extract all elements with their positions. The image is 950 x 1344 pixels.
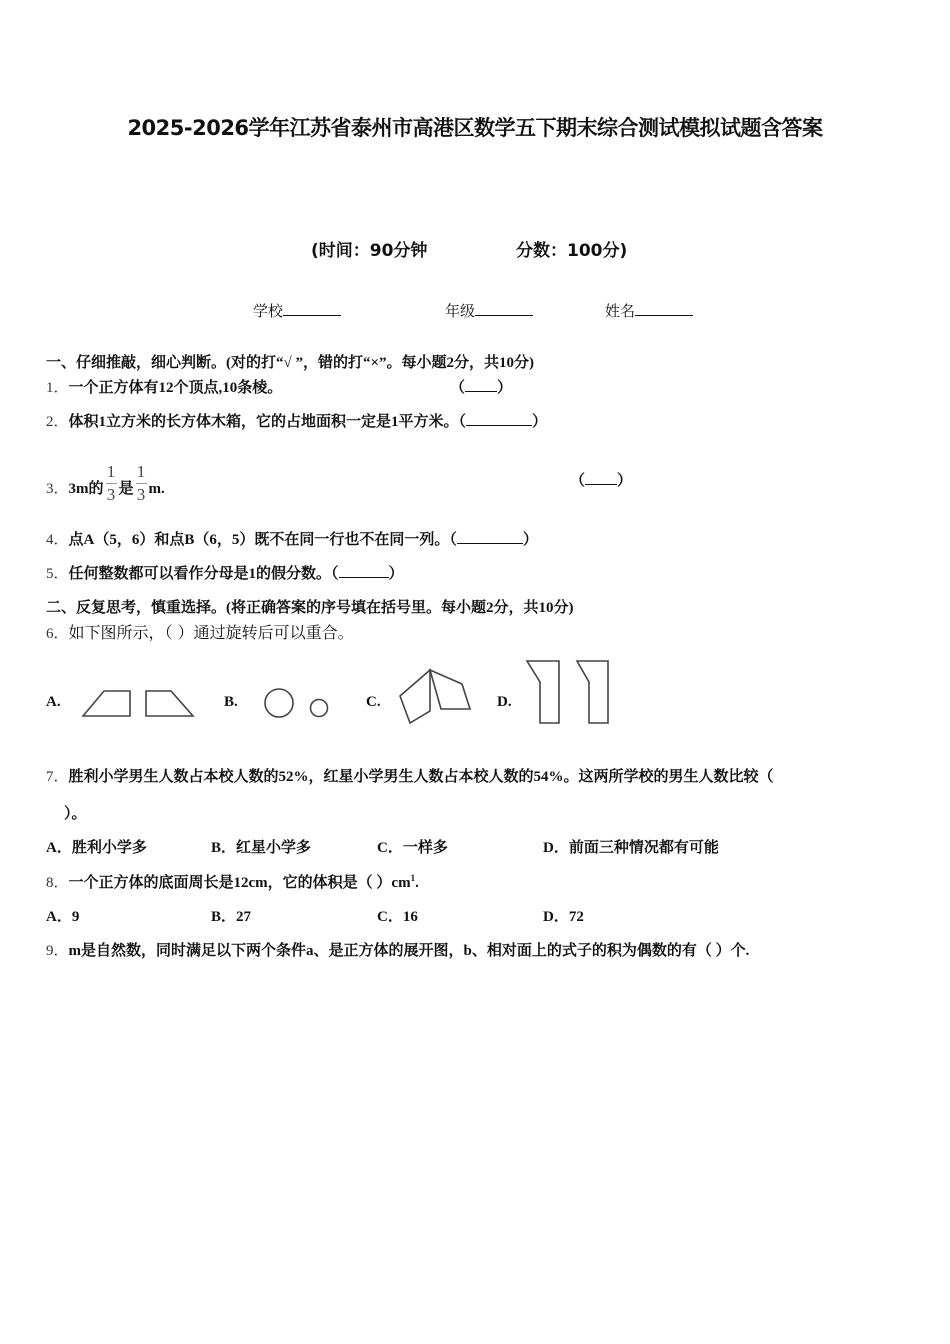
option-label: C． bbox=[377, 840, 403, 856]
option-label: D． bbox=[543, 840, 569, 856]
question-text: m是自然数，同时满足以下两个条件a、是正方体的展开图，b、相对面上的式子的积为偶数的有（ ）个. bbox=[68, 943, 750, 959]
option-label: D． bbox=[543, 909, 569, 925]
numerator: 1 bbox=[106, 462, 116, 481]
paren-close: ） bbox=[388, 566, 404, 582]
paren-close: ） bbox=[532, 414, 548, 430]
question-text-a: 3m的 bbox=[68, 480, 104, 497]
question-number: 9． bbox=[46, 943, 69, 959]
q8-option-d[interactable] bbox=[543, 905, 584, 926]
q6-option-d[interactable]: D. bbox=[497, 694, 512, 710]
option-label: A． bbox=[46, 840, 72, 856]
question-number: 5． bbox=[46, 566, 69, 582]
option-text: 红星小学多 bbox=[236, 840, 312, 856]
option-label: B． bbox=[211, 909, 237, 925]
question-number: 1． bbox=[46, 380, 69, 396]
question-7-continuation: ）。 bbox=[64, 806, 87, 822]
question-number: 7． bbox=[46, 769, 69, 785]
question-text-c: m. bbox=[148, 480, 165, 497]
option-text: 胜利小学多 bbox=[71, 840, 147, 856]
paren-close: ） bbox=[497, 380, 513, 396]
section1-heading: 一、仔细推敲，细心判断。(对的打“√ ”，错的打“×”。每小题2分，共10分) bbox=[46, 355, 535, 371]
question-tail: . bbox=[415, 875, 419, 891]
option-text: 16 bbox=[402, 909, 418, 925]
question-text: 一个正方体的底面周长是12cm，它的体积是（ ）cm bbox=[68, 875, 411, 891]
q7-option-b[interactable] bbox=[211, 836, 311, 857]
superscript: 1 bbox=[410, 873, 416, 883]
question-text: 体积1立方米的长方体木箱，它的占地面积一定是1平方米。（ bbox=[68, 414, 467, 430]
grade-label: 年级 bbox=[445, 302, 476, 320]
option-text: 前面三种情况都有可能 bbox=[568, 840, 719, 856]
trapezoid-figure-a bbox=[83, 691, 193, 716]
option-label: A． bbox=[46, 909, 72, 925]
paren-close: ） bbox=[617, 473, 633, 489]
question-text: 如下图所示，（ ）通过旋转后可以重合。 bbox=[68, 623, 354, 642]
q7-option-a[interactable] bbox=[46, 836, 147, 857]
circle-figure-b bbox=[265, 689, 328, 717]
pillar-figure-d bbox=[527, 661, 608, 723]
question-text-b: 是 bbox=[118, 480, 134, 497]
q8-option-b[interactable] bbox=[211, 905, 251, 926]
name-label: 姓名 bbox=[605, 302, 636, 320]
option-label: C． bbox=[377, 909, 403, 925]
paren-open: （ bbox=[570, 473, 586, 489]
q7-option-d[interactable] bbox=[543, 836, 719, 857]
question-number: 3． bbox=[46, 480, 69, 497]
question-9 bbox=[46, 939, 749, 960]
question-text: 点A（5，6）和点B（6，5）既不在同一行也不在同一列。（ bbox=[68, 532, 457, 548]
q8-option-a[interactable] bbox=[46, 905, 79, 926]
q7-option-c[interactable] bbox=[377, 836, 448, 857]
question-number: 6． bbox=[46, 626, 69, 642]
question-number: 2． bbox=[46, 414, 69, 430]
question-8 bbox=[46, 871, 419, 892]
question-number: 8． bbox=[46, 875, 69, 891]
quadrilateral-figure-c bbox=[400, 670, 470, 723]
question-number: 4． bbox=[46, 532, 69, 548]
time-label: (时间：90分钟 bbox=[311, 241, 428, 261]
numerator: 1 bbox=[136, 462, 146, 481]
paren-open: （ bbox=[450, 380, 466, 396]
question-7 bbox=[46, 765, 774, 786]
denominator: 3 bbox=[106, 485, 116, 504]
q6-option-b[interactable]: B. bbox=[224, 694, 238, 710]
score-label: 分数：100分) bbox=[516, 241, 628, 261]
school-label: 学校 bbox=[253, 302, 284, 320]
option-label: B． bbox=[211, 840, 237, 856]
option-text: 27 bbox=[236, 909, 252, 925]
option-text: 一样多 bbox=[402, 840, 448, 856]
q8-option-c[interactable] bbox=[377, 905, 418, 926]
document-title: 2025-2026学年江苏省泰州市高港区数学五下期末综合测试模拟试题含答案 bbox=[127, 116, 823, 140]
q6-option-a[interactable]: A. bbox=[46, 694, 61, 710]
question-text: 胜利小学男生人数占本校人数的52%，红星小学男生人数占本校人数的54%。这两所学校的男生人数比较（ bbox=[68, 769, 774, 785]
option-text: 9 bbox=[71, 909, 80, 925]
option-text: 72 bbox=[568, 909, 584, 925]
paren-close: ） bbox=[522, 532, 538, 548]
denominator: 3 bbox=[136, 485, 146, 504]
question-text: 一个正方体有12个顶点,10条棱。 bbox=[68, 380, 283, 396]
q6-option-c[interactable]: C. bbox=[366, 694, 381, 710]
question-text: 任何整数都可以看作分母是1的假分数。（ bbox=[68, 566, 339, 582]
section2-heading: 二、反复思考，慎重选择。(将正确答案的序号填在括号里。每小题2分，共10分) bbox=[46, 600, 574, 616]
